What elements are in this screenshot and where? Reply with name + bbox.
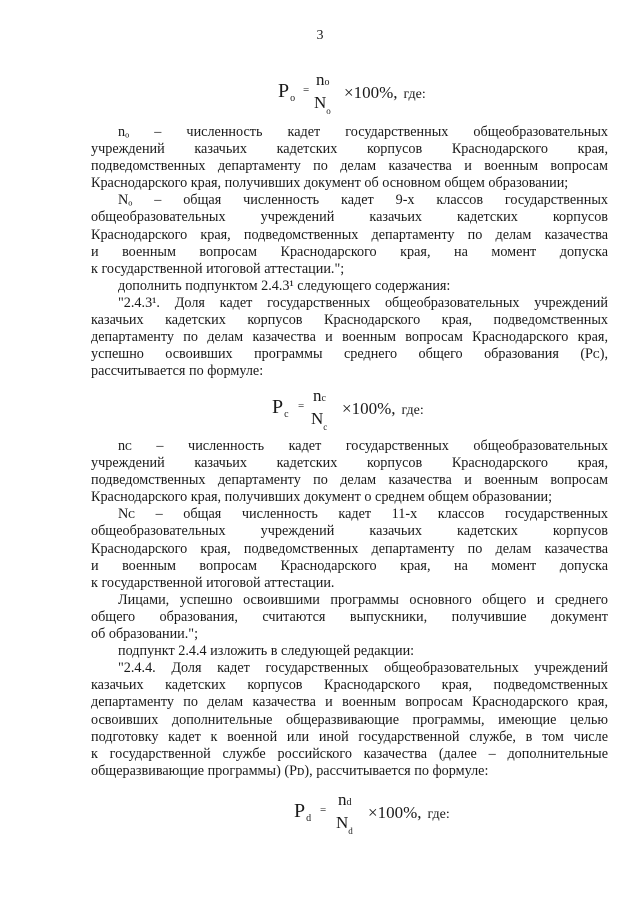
line: подготовку кадет к военной или иной государственной службе, в том числе bbox=[91, 728, 608, 745]
formula-o bbox=[278, 70, 458, 118]
formula-c-lhs: P bbox=[272, 396, 284, 418]
formula-d bbox=[294, 790, 484, 838]
line: успешно освоивших программы среднего общего образования (Pᴄ), bbox=[91, 346, 608, 363]
formula-o-den: N bbox=[314, 93, 327, 112]
formula-c-mult: ×100%, bbox=[342, 399, 396, 418]
line: "2.4.3¹. Доля кадет государственных общеобразовательных учреждений bbox=[118, 294, 608, 311]
line: Краснодарского края, подведомственных департаменту по делам казачества bbox=[91, 540, 608, 557]
line: к государственной службе российского казачества (далее – дополнительные bbox=[91, 745, 608, 762]
line: подведомственных департаменту по делам казачества и военным вопросам bbox=[91, 472, 608, 489]
formula-d-lhs-sub: d bbox=[306, 813, 312, 824]
line: Краснодарского края, подведомственных департаменту по делам казачества bbox=[91, 226, 608, 243]
line: общеобразовательных учреждений казачьих кадетских корпусов bbox=[91, 209, 608, 226]
formula-o-num-sub: о bbox=[324, 77, 330, 88]
formula-o-mult: ×100%, bbox=[344, 83, 398, 102]
line: Nᴄ – общая численность кадет 11-х классов государственных bbox=[118, 506, 608, 523]
text-block-1 bbox=[91, 124, 608, 380]
line: nₒ – численность кадет государственных общеобразовательных bbox=[118, 124, 608, 140]
line: общеобразовательных учреждений казачьих кадетских корпусов bbox=[91, 523, 608, 540]
formula-d-den-sub: d bbox=[348, 826, 353, 836]
formula-c-den-sub: с bbox=[323, 422, 328, 432]
text-block-2 bbox=[91, 438, 608, 780]
formula-c-num-sub: с bbox=[321, 393, 326, 404]
line: и военным вопросам Краснодарского края, на момент допуска bbox=[91, 243, 608, 260]
line: nᴄ – численность кадет государственных общеобразовательных bbox=[118, 438, 608, 454]
formula-c-num: n bbox=[313, 386, 322, 405]
line: рассчитывается по формуле: bbox=[91, 363, 264, 380]
formula-d-num: n bbox=[338, 790, 347, 809]
formula-c-eq: = bbox=[298, 400, 305, 412]
line: департаменту по делам казачества и военным вопросам Краснодарского края, bbox=[91, 694, 608, 711]
line: дополнить подпунктом 2.4.3¹ следующего содержания: bbox=[118, 277, 451, 294]
formula-o-lhs: P bbox=[278, 80, 290, 102]
line: казачьих кадетских корпусов Краснодарского края, подведомственных bbox=[91, 677, 608, 694]
formula-d-where: где: bbox=[427, 807, 450, 822]
page-number: 3 bbox=[316, 28, 324, 43]
line: общего образования, считаются выпускники, получившие документ bbox=[91, 608, 608, 625]
formula-o-den-sub: о bbox=[326, 106, 331, 116]
formula-d-mult: ×100%, bbox=[368, 803, 422, 822]
line: учреждений казачьих кадетских корпусов Краснодарского края, bbox=[91, 455, 608, 472]
formula-c-den: N bbox=[311, 409, 324, 428]
line: освоивших дополнительные общеразвивающие программы, имеющие целью bbox=[91, 711, 608, 728]
formula-c-lhs-sub: с bbox=[284, 409, 289, 420]
line: общеразвивающие программы) (Pᴅ), рассчитывается по формуле: bbox=[91, 762, 489, 779]
formula-o-lhs-sub: о bbox=[290, 93, 296, 104]
formula-d-eq: = bbox=[320, 804, 327, 816]
formula-d-den: N bbox=[336, 813, 349, 832]
line: к государственной итоговой аттестации."; bbox=[91, 260, 345, 277]
line: департаменту по делам казачества и военным вопросам Краснодарского края, bbox=[91, 329, 608, 346]
line: Nₒ – общая численность кадет 9-х классов государственных bbox=[118, 192, 608, 209]
line: к государственной итоговой аттестации. bbox=[91, 574, 335, 591]
line: об образовании."; bbox=[91, 626, 199, 643]
line: учреждений казачьих кадетских корпусов Краснодарского края, bbox=[91, 141, 608, 158]
formula-c-where: где: bbox=[401, 403, 424, 418]
formula-o-num: n bbox=[316, 70, 325, 89]
line: Лицами, успешно освоившими программы основного общего и среднего bbox=[118, 591, 608, 608]
line: Краснодарского края, получивших документ об основном общем образовании; bbox=[91, 175, 569, 192]
formula-d-num-sub: d bbox=[346, 797, 352, 808]
formula-d-lhs: P bbox=[294, 800, 306, 822]
line: "2.4.4. Доля кадет государственных общеобразовательных учреждений bbox=[118, 660, 608, 677]
line: казачьих кадетских корпусов Краснодарского края, подведомственных bbox=[91, 312, 608, 329]
line: и военным вопросам Краснодарского края, на момент допуска bbox=[91, 557, 608, 574]
formula-c bbox=[272, 386, 472, 434]
line: Краснодарского края, получивших документ о среднем общем образовании; bbox=[91, 489, 553, 506]
line: подведомственных департаменту по делам казачества и военным вопросам bbox=[91, 158, 608, 175]
formula-o-eq: = bbox=[303, 84, 310, 96]
formula-o-where: где: bbox=[403, 87, 426, 102]
line: подпункт 2.4.4 изложить в следующей редакции: bbox=[118, 643, 415, 660]
